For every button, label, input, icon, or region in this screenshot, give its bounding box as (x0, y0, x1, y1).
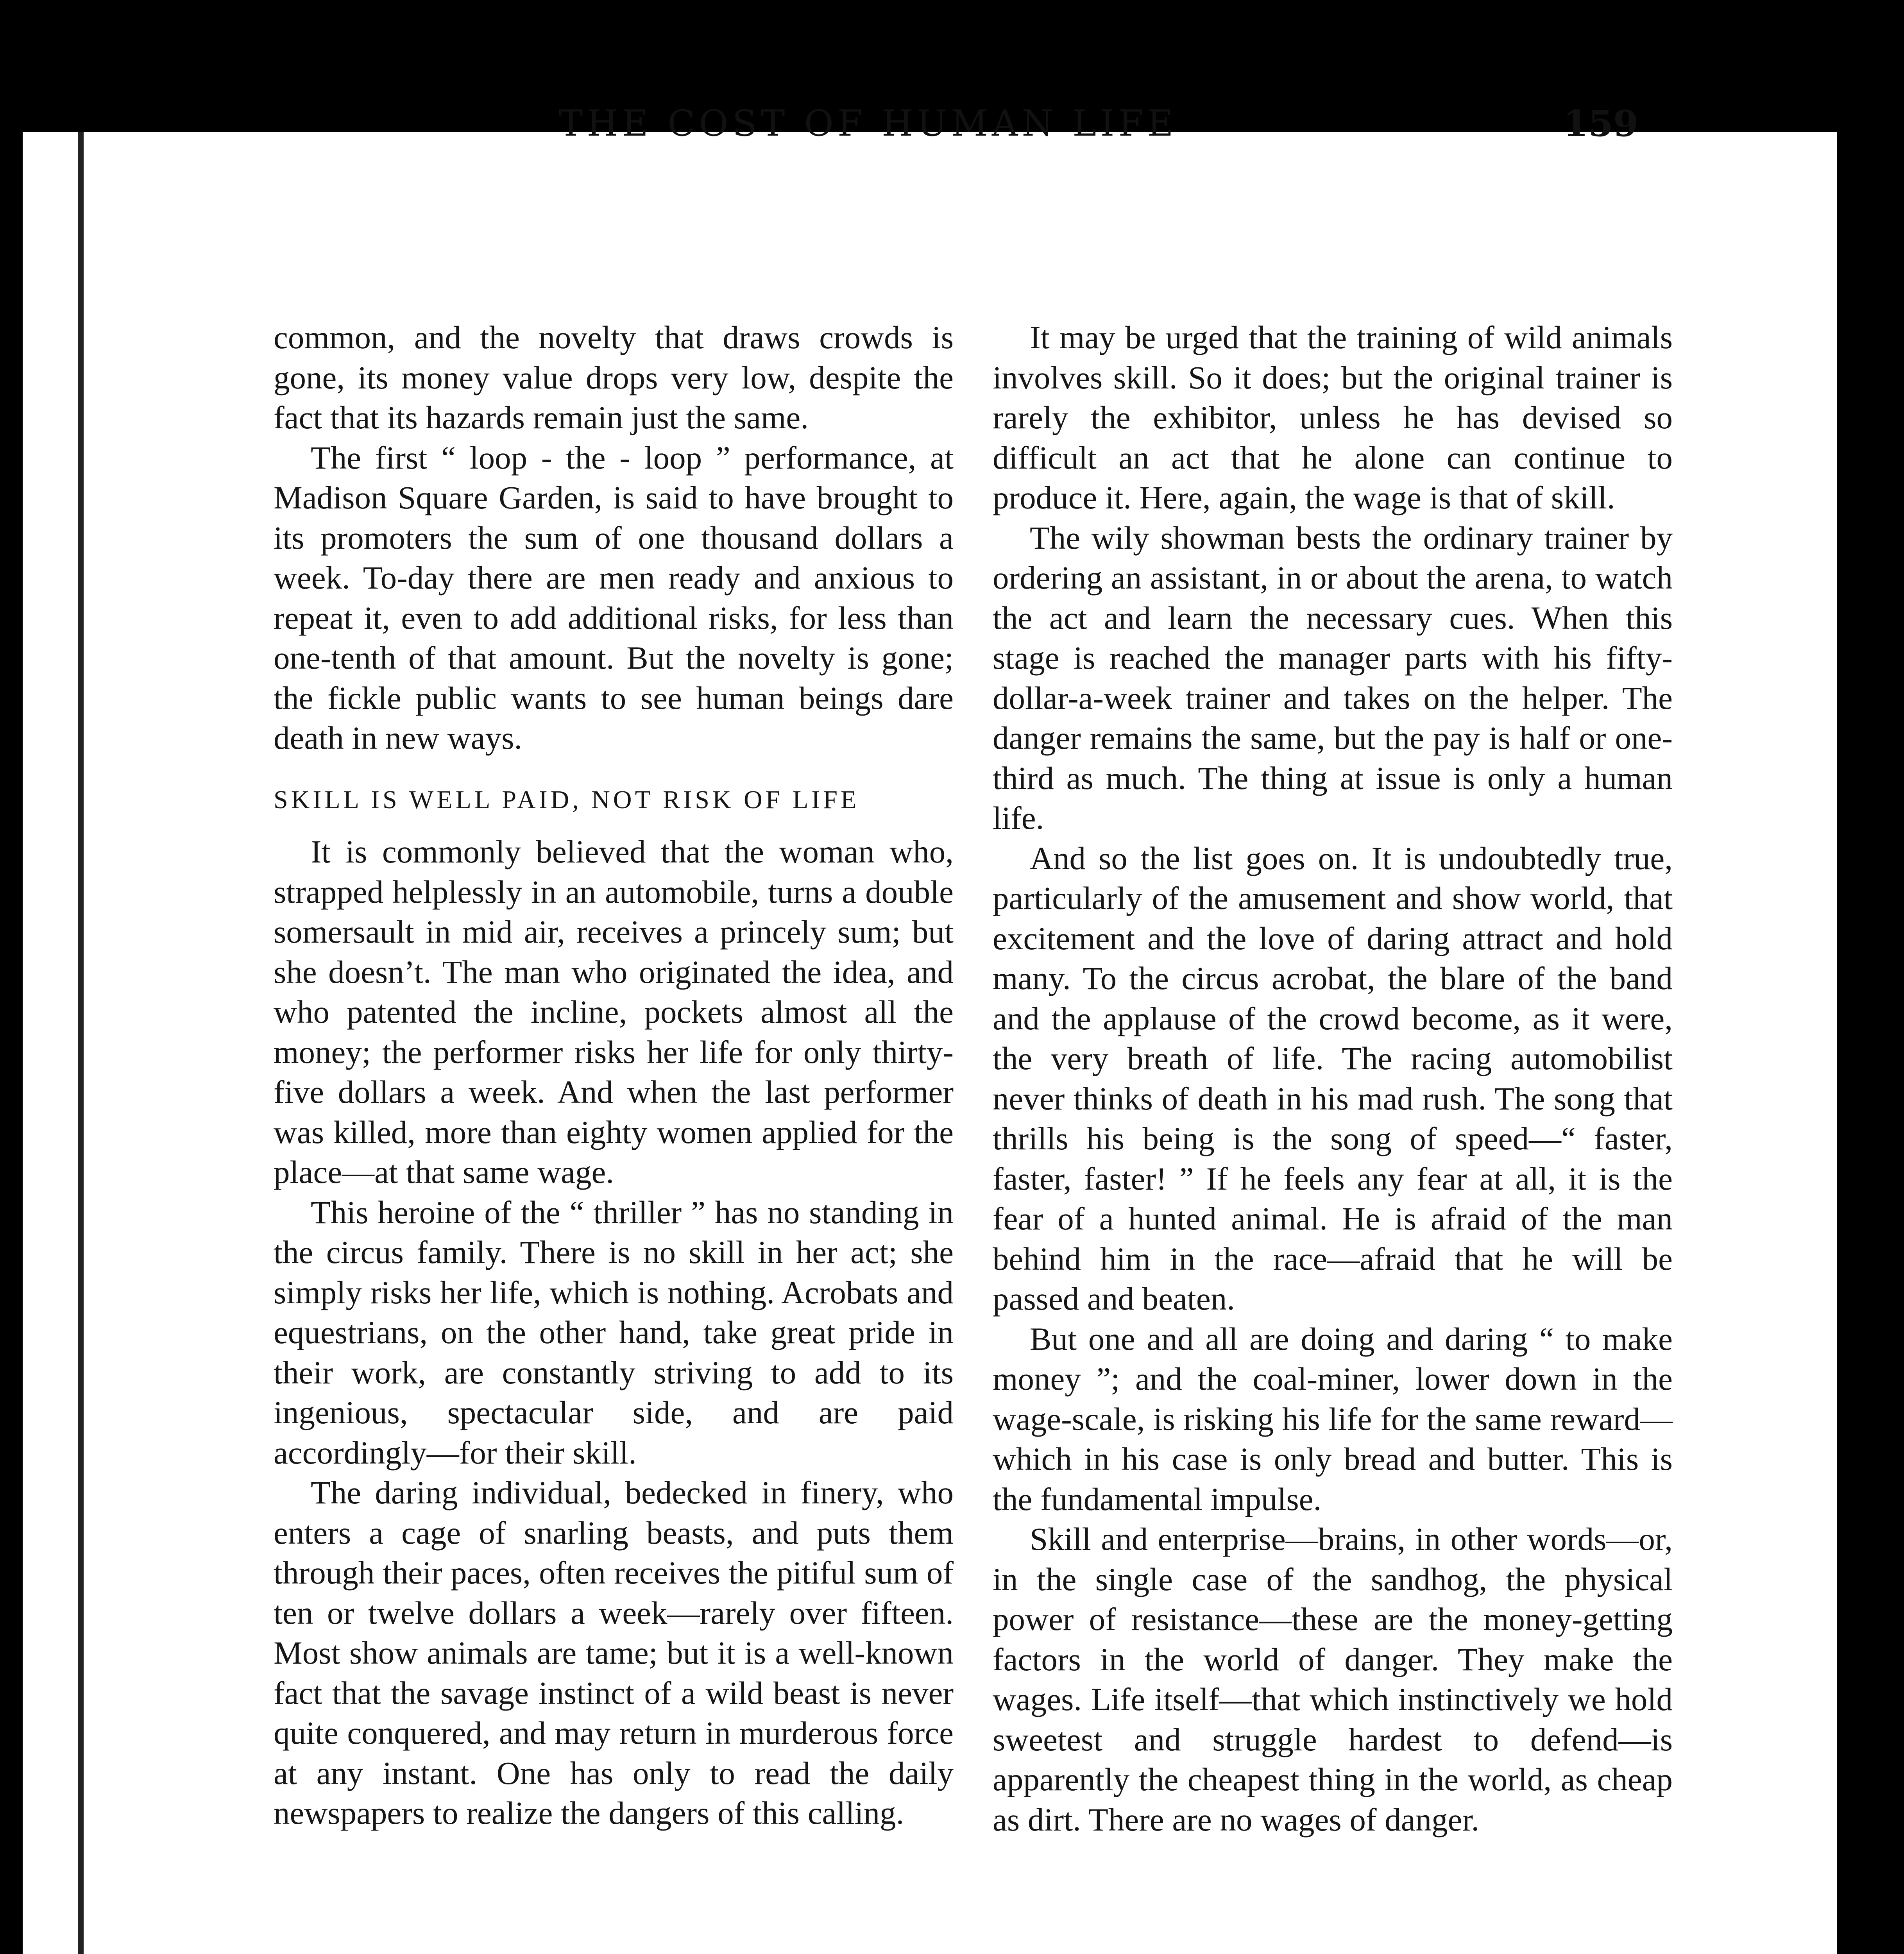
paragraph: The first “ loop - the - loop ” performance, at Madison Square Garden, is said to have brought to its promoters the sum of one thousand dollars a week. To-day there are men ready and anxious to repeat it, even to add additional risks, for less than one-tenth of that amount. But the novelty is gone; the fickle public wants to see human beings dare death in new ways. (274, 439, 954, 756)
paragraph: It may be urged that the training of wild animals involves skill. So it does; but the original trainer is rarely the exhibitor, unless he has devised so difficult an act that he alone can continue to produce it. Here, again, the wage is that of skill. (993, 319, 1673, 515)
paragraph: The wily showman bests the ordinary trainer by ordering an assistant, in or about the arena, to watch the act and learn the necessary cues. When this stage is reached the manager parts with his fifty-dollar-a-week trainer and takes on the helper. The danger remains the same, but the pay is half or one-third as much. The thing at issue is only a human life. (993, 519, 1673, 836)
section-subheading: SKILL IS WELL PAID, NOT RISK OF LIFE (274, 785, 860, 814)
page-gutter (78, 132, 84, 1954)
paragraph: And so the list goes on. It is undoubtedly true, particularly of the amusement and show world, that excitement and the love of daring attract and hold many. To the circus acrobat, the blare of the band and the applause of the crowd become, as it were, the very breath of life. The racing automobilist never thinks of death in his mad rush. The song that thrills his being is the song of speed—“ faster, faster, faster! ” If he feels any fear at all, it is the fear of a hunted animal. He is afraid of the man behind him in the race—afraid that he will be passed and beaten. (993, 840, 1673, 1317)
paragraph: Skill and enterprise—brains, in other words—or, in the single case of the sandhog, the physical power of resistance—these are the money-getting factors in the world of danger. They make the wages. Life itself—that which instinctively we hold sweetest and struggle hardest to defend—is apparently the cheapest thing in the world, as cheap as dirt. There are no wages of danger. (993, 1521, 1673, 1838)
paragraph: This heroine of the “ thriller ” has no standing in the circus family. There is no skill in her act; she simply risks her life, which is nothing. Acrobats and equestrians, on the other hand, take great pride in their work, are constantly striving to add to its ingenious, spectacular side, and are paid accordingly—for their skill. (274, 1194, 954, 1471)
paragraph: The daring individual, bedecked in finery, who enters a cage of snarling beasts, and puts them through their paces, often receives the pitiful sum of ten or twelve dollars a week—rarely over fifteen. Most show animals are tame; but it is a well-known fact that the savage instinct of a wild beast is never quite conquered, and may return in murderous force at any instant. One has only to read the daily newspapers to realize the dangers of this calling. (274, 1474, 954, 1831)
paragraph: It is commonly believed that the woman who, strapped helplessly in an automobile, turns a double somersault in mid air, receives a princely sum; but she doesn’t. The man who originated the idea, and who patented the incline, pockets almost all the money; the performer risks her life for only thirty-five dollars a week. And when the last performer was killed, more than eighty women applied for the place—at that same wage. (274, 834, 954, 1190)
page-header (0, 102, 1904, 171)
page-number: 159 (1563, 102, 1639, 145)
right-column (993, 317, 1673, 1839)
paragraph: common, and the novelty that draws crowds is gone, its money value drops very low, despite the fact that its hazards remain just the same. (274, 319, 954, 435)
paragraph: But one and all are doing and daring “ to make money ”; and the coal-miner, lower down in the wage-scale, is risking his life for the same reward—which in his case is only bread and butter. This is the fundamental impulse. (993, 1321, 1673, 1517)
left-column (274, 317, 954, 1833)
running-title: THE COST OF HUMAN LIFE (559, 102, 1177, 144)
